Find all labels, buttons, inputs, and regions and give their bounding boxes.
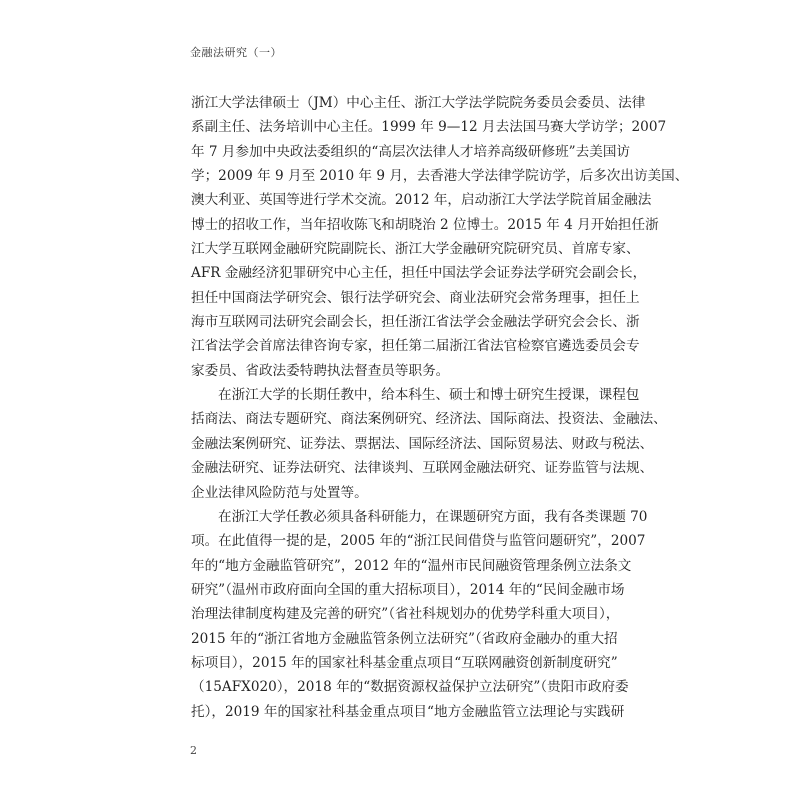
text-line: 年的“地方金融监管研究”，2012 年的“温州市民间融资管理条例立法条文 [191, 557, 632, 574]
text-line: 2015 年的“浙江省地方金融监管条例立法研究”（省政府金融办的重大招 [191, 630, 618, 647]
text-line: 治理法律制度构建及完善的研究”（省社科规划办的优势学科重大项目）， [191, 606, 620, 623]
text-line: 项。在此值得一提的是，2005 年的“浙江民间借贷与监管问题研究”，2007 [191, 533, 646, 550]
text-line: 学；2009 年 9 月至 2010 年 9 月，去香港大学法律学院访学，后多次出访美国、 [191, 168, 689, 185]
text-line: AFR 金融经济犯罪研究中心主任，担任中国法学会证券法学研究会副会长， [191, 265, 647, 282]
text-line: 年 7 月参加中央政法委组织的“高层次法律人才培养高级研修班”去美国访 [191, 143, 631, 160]
text-line: 企业法律风险防范与处置等。 [191, 484, 368, 501]
text-line: 担任中国商法学研究会、银行法学研究会、商业法研究会常务理事，担任上 [191, 289, 640, 306]
text-line: 江大学互联网金融研究院副院长、浙江大学金融研究院研究员、首席专家、 [191, 241, 640, 258]
text-line: 系副主任、法务培训中心主任。1999 年 9—12 月去法国马赛大学访学；2007 [191, 119, 667, 136]
text-line: 金融法案例研究、证券法、票据法、国际经济法、国际贸易法、财政与税法、 [191, 435, 654, 452]
text-line: 家委员、省政法委特聘执法督查员等职务。 [191, 362, 450, 379]
text-line: 海市互联网司法研究会副会长，担任浙江省法学会金融法学研究会会长、浙 [191, 314, 640, 331]
text-line: 金融法研究、证券法研究、法律谈判、互联网金融法研究、证券监管与法规、 [191, 460, 654, 477]
text-line: 括商法、商法专题研究、商法案例研究、经济法、国际商法、投资法、金融法、 [191, 411, 667, 428]
text-line: （15AFX020），2018 年的“数据资源权益保护立法研究”（贵阳市政府委 [191, 679, 629, 696]
body-text [191, 91, 689, 724]
text-line: 澳大利亚、英国等进行学术交流。2012 年，启动浙江大学法学院首届金融法 [191, 192, 652, 209]
page-number: 2 [190, 744, 197, 757]
text-line: 标项目），2015 年的国家社科基金重点项目“互联网融资创新制度研究” [191, 654, 618, 671]
text-line: 浙江大学法律硕士（JM）中心主任、浙江大学法学院院务委员会委员、法律 [191, 95, 646, 111]
text-line: 博士的招收工作，当年招收陈飞和胡晓治 2 位博士。2015 年 4 月开始担任浙 [191, 216, 659, 233]
text-line: 托），2019 年的国家社科基金重点项目“地方金融监管立法理论与实践研 [191, 703, 625, 720]
text-line: 江省法学会首席法律咨询专家，担任第二届浙江省法官检察官遴选委员会专 [191, 338, 640, 355]
running-header-title: 金融法研究（一） [190, 46, 282, 59]
text-line: 研究”（温州市政府面向全国的重大招标项目），2014 年的“民间金融市场 [191, 581, 625, 598]
text-line-indented: 在浙江大学任教必须具备科研能力，在课题研究方面，我有各类课题 70 [218, 508, 648, 525]
text-line-indented: 在浙江大学的长期任教中，给本科生、硕士和博士研究生授课，课程包 [218, 387, 640, 404]
